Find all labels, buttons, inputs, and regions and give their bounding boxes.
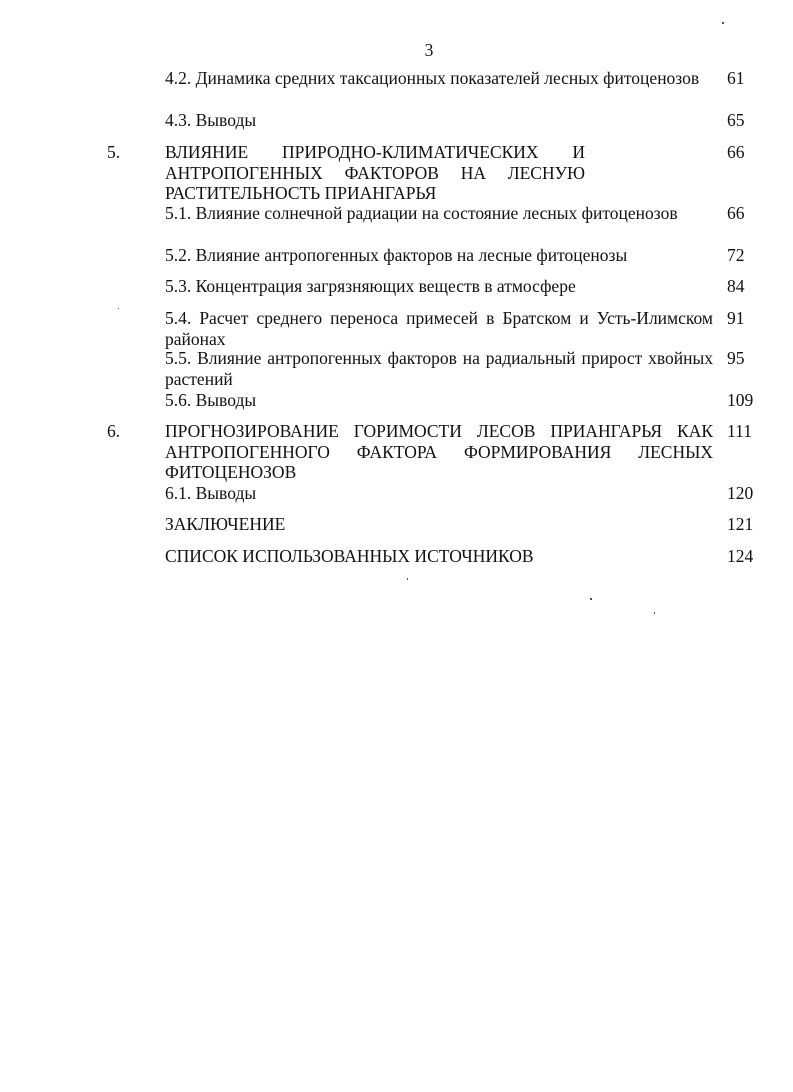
toc-title: 5.6. Выводы [165, 390, 257, 410]
toc-page: 61 [727, 68, 745, 88]
toc-title: СПИСОК ИСПОЛЬЗОВАННЫХ ИСТОЧНИКОВ [165, 546, 534, 566]
scan-speck [722, 22, 724, 24]
page-number: 3 [424, 40, 434, 60]
scan-speck [590, 598, 592, 600]
toc-page: 84 [727, 276, 745, 296]
chapter-number: 6. [107, 421, 121, 441]
toc-title: 5.3. Концентрация загрязняющих веществ в атмосфере [165, 276, 576, 296]
toc-page: 120 [727, 483, 754, 503]
toc-title: 5.2. Влияние антропогенных факторов на лесные фитоценозы [165, 245, 628, 265]
toc-page: 95 [727, 348, 745, 368]
toc-page: 121 [727, 514, 754, 534]
toc-page: 65 [727, 110, 745, 130]
toc-page: 66 [727, 142, 745, 162]
scan-speck [654, 612, 655, 614]
toc-page: 109 [727, 390, 754, 410]
toc-title: 5.4. Расчет среднего переноса примесей в Братском и Усть-Илимском районах [165, 308, 713, 349]
toc-page: 111 [727, 421, 752, 441]
toc-title: 4.2. Динамика средних таксационных показателей лесных фитоценозов [165, 68, 700, 88]
toc-title: 5.5. Влияние антропогенных факторов на радиальный прирост хвойных растений [165, 348, 713, 389]
chapter-number: 5. [107, 142, 121, 162]
toc-title: 4.3. Выводы [165, 110, 257, 130]
toc-title: 5.1. Влияние солнечной радиации на состояние лесных фитоценозов [165, 203, 678, 223]
scan-speck [407, 578, 408, 580]
toc-title: ПРОГНОЗИРОВАНИЕ ГОРИМОСТИ ЛЕСОВ ПРИАНГАРЬЯ КАК АНТРОПОГЕННОГО ФАКТОРА ФОРМИРОВАНИЯ ЛЕСНЫХ ФИТОЦЕНОЗОВ [165, 421, 713, 482]
toc-page: 91 [727, 308, 745, 328]
toc-title: ЗАКЛЮЧЕНИЕ [165, 514, 286, 534]
toc-page: 72 [727, 245, 745, 265]
toc-page: 124 [727, 546, 754, 566]
toc-title: 6.1. Выводы [165, 483, 257, 503]
scan-speck [118, 308, 119, 309]
toc-page: 66 [727, 203, 745, 223]
toc-title: ВЛИЯНИЕ ПРИРОДНО-КЛИМАТИЧЕСКИХ И АНТРОПОГЕННЫХ ФАКТОРОВ НА ЛЕСНУЮ РАСТИТЕЛЬНОСТЬ ПРИАНГАРЬЯ [165, 142, 585, 203]
